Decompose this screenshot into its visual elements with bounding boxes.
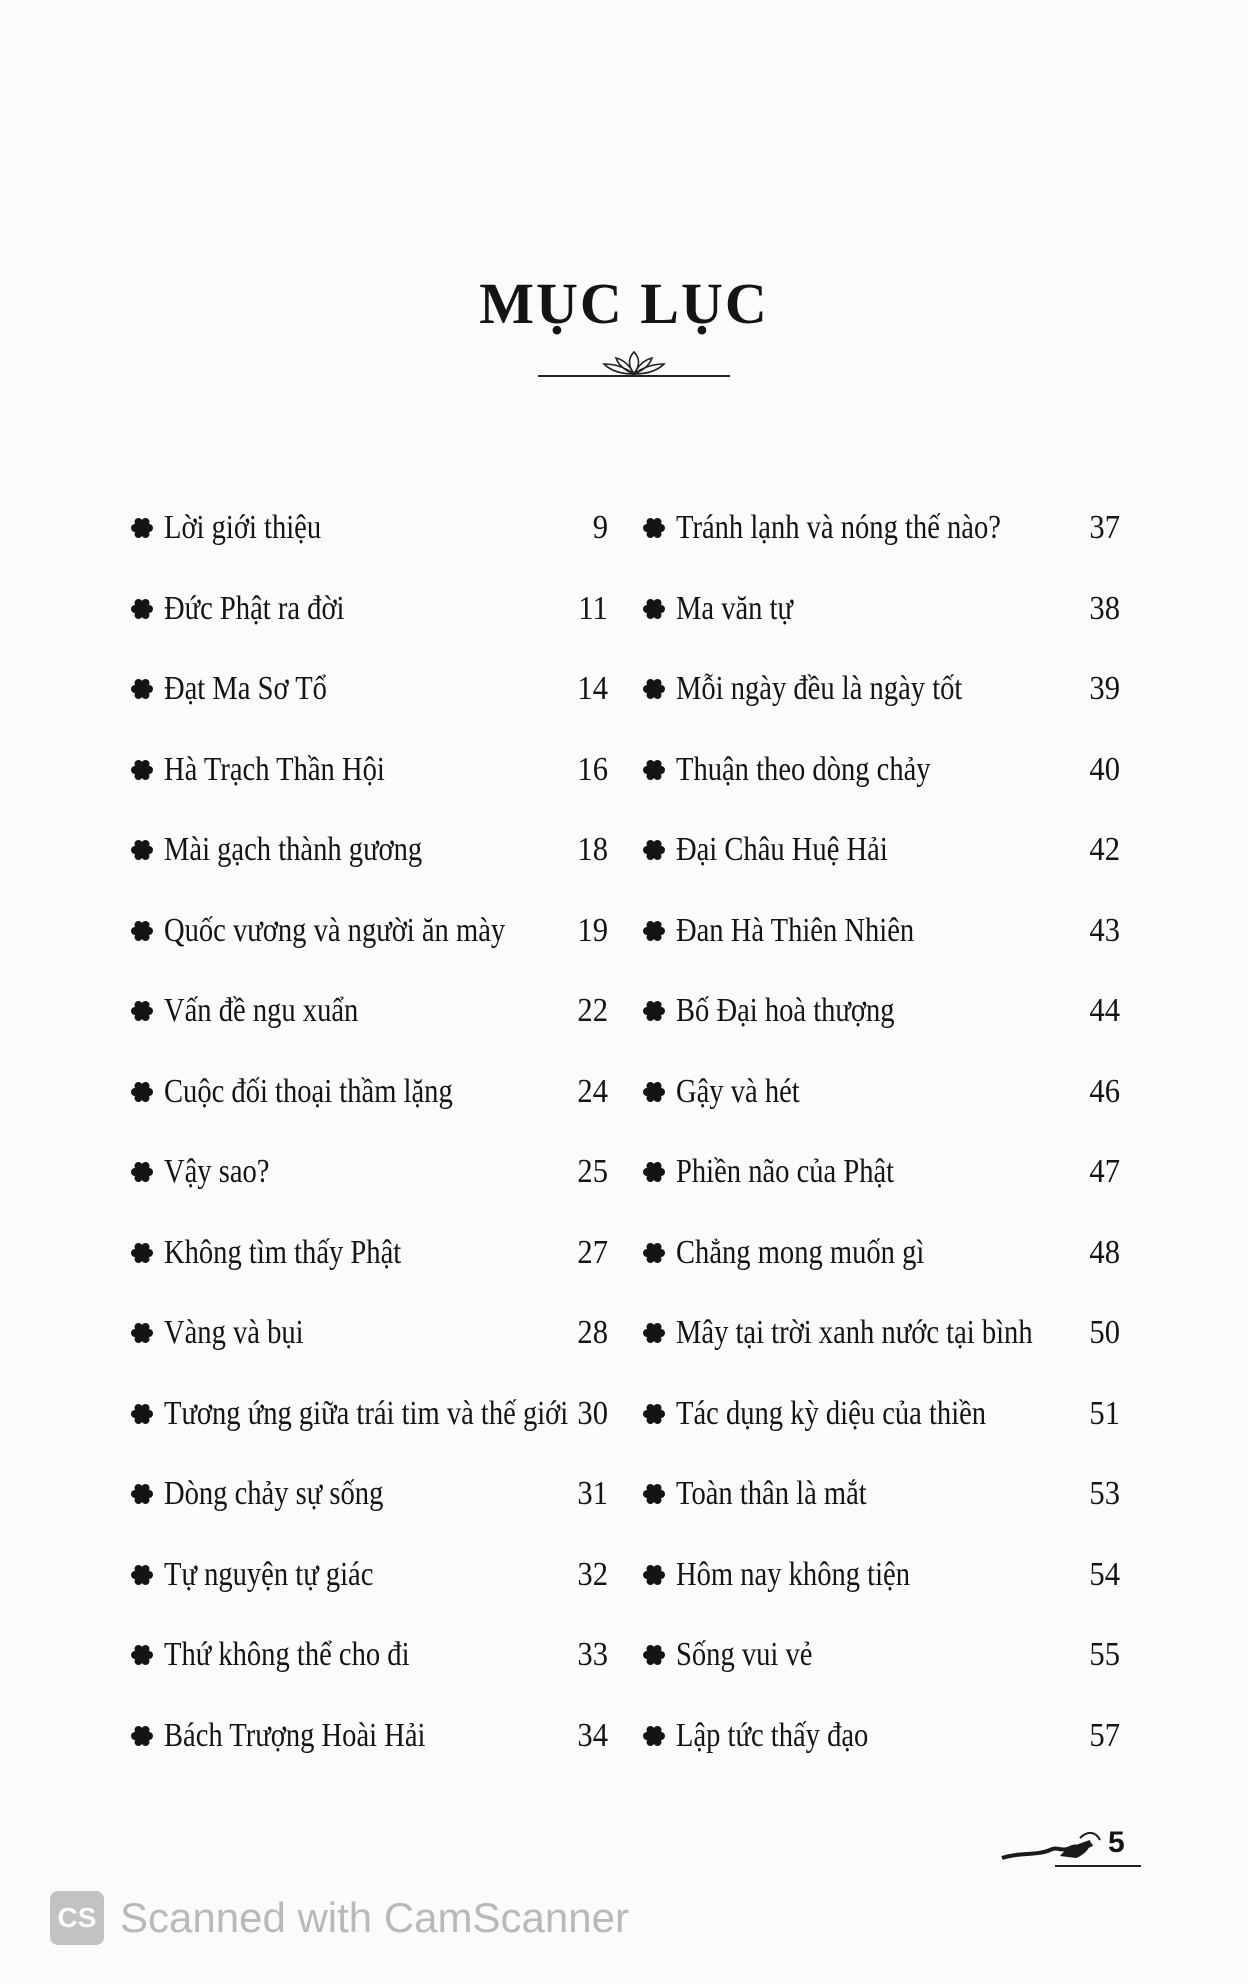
flower-bullet-icon — [128, 1319, 156, 1347]
toc-entry-title: Tránh lạnh và nóng thế nào? — [676, 509, 1001, 547]
toc-entry-page: 40 — [1089, 750, 1120, 788]
toc-entry-page: 16 — [577, 750, 608, 788]
toc-entry-page: 54 — [1089, 1555, 1120, 1593]
toc-entry-title: Mỗi ngày đều là ngày tốt — [676, 670, 963, 708]
toc-entry-title: Tương ứng giữa trái tim và thế giới — [164, 1394, 569, 1432]
toc-entry-title: Chẳng mong muốn gì — [676, 1233, 925, 1271]
toc-entry-title: Vấn đề ngu xuẩn — [164, 992, 359, 1030]
toc-entry — [640, 1535, 1120, 1616]
toc-entry-page: 55 — [1089, 1636, 1120, 1674]
toc-entry-page: 44 — [1089, 992, 1120, 1030]
folio-ornament-icon — [1000, 1826, 1150, 1876]
toc-entry-title: Lời giới thiệu — [164, 509, 322, 547]
toc-entry-title: Vậy sao? — [164, 1153, 270, 1191]
flower-bullet-icon — [128, 1480, 156, 1508]
flower-bullet-icon — [128, 997, 156, 1025]
flower-bullet-icon — [128, 1400, 156, 1428]
flower-bullet-icon — [128, 917, 156, 945]
toc-entry-page: 11 — [578, 589, 608, 627]
toc-entry — [128, 1374, 608, 1455]
toc-entry — [128, 730, 608, 811]
toc-entry — [128, 810, 608, 891]
toc-entry-page: 27 — [577, 1233, 608, 1271]
toc-entry-title: Đại Châu Huệ Hải — [676, 831, 888, 869]
flower-bullet-icon — [640, 1480, 668, 1508]
folio-rule — [1055, 1865, 1141, 1867]
toc-entry-title: Hôm nay không tiện — [676, 1555, 911, 1593]
toc-entry-title: Quốc vương và người ăn mày — [164, 911, 506, 949]
flower-bullet-icon — [128, 836, 156, 864]
toc-entry-page: 43 — [1089, 911, 1120, 949]
camscanner-watermark — [50, 1888, 629, 1948]
flower-bullet-icon — [640, 997, 668, 1025]
toc-entry-page: 24 — [577, 1072, 608, 1110]
toc-entry — [128, 1293, 608, 1374]
toc-entry-title: Đạt Ma Sơ Tổ — [164, 670, 327, 708]
toc-entry — [640, 1052, 1120, 1133]
toc-entry-title: Cuộc đối thoại thầm lặng — [164, 1072, 453, 1110]
flower-bullet-icon — [128, 595, 156, 623]
flower-bullet-icon — [640, 675, 668, 703]
toc-entry-title: Mài gạch thành gương — [164, 831, 423, 869]
toc-entry-title: Không tìm thấy Phật — [164, 1233, 402, 1271]
toc-entry — [640, 1293, 1120, 1374]
toc-entry — [640, 891, 1120, 972]
toc-entry — [128, 488, 608, 569]
toc-entry-page: 30 — [577, 1394, 608, 1432]
toc-entry-title: Lập tức thấy đạo — [676, 1716, 869, 1754]
toc-entry-page: 46 — [1089, 1072, 1120, 1110]
toc-entry-title: Vàng và bụi — [164, 1314, 304, 1352]
toc-entry — [640, 1132, 1120, 1213]
toc-entry-title: Thứ không thể cho đi — [164, 1636, 410, 1674]
toc-entry — [128, 1213, 608, 1294]
toc-entry — [640, 810, 1120, 891]
flower-bullet-icon — [128, 756, 156, 784]
flower-bullet-icon — [640, 1158, 668, 1186]
flower-bullet-icon — [640, 836, 668, 864]
toc-entry-page: 25 — [577, 1153, 608, 1191]
toc-entry-title: Phiền não của Phật — [676, 1153, 895, 1191]
toc-entry-page: 32 — [577, 1555, 608, 1593]
toc-entry-title: Bách Trượng Hoài Hải — [164, 1716, 426, 1754]
flower-bullet-icon — [128, 1641, 156, 1669]
toc-entry-page: 50 — [1089, 1314, 1120, 1352]
toc-entry-page: 34 — [577, 1716, 608, 1754]
flower-bullet-icon — [128, 514, 156, 542]
toc-entry-page: 57 — [1089, 1716, 1120, 1754]
toc-entry-page: 48 — [1089, 1233, 1120, 1271]
toc-entry-title: Mây tại trời xanh nước tại bình — [676, 1314, 1033, 1352]
toc-entry-page: 28 — [577, 1314, 608, 1352]
toc-entry — [128, 891, 608, 972]
toc-column-left — [128, 488, 608, 1776]
toc-entry-title: Tác dụng kỳ diệu của thiền — [676, 1394, 987, 1432]
flower-bullet-icon — [128, 1078, 156, 1106]
toc-entry-title: Dòng chảy sự sống — [164, 1475, 384, 1513]
flower-bullet-icon — [128, 1158, 156, 1186]
toc-entry — [128, 1454, 608, 1535]
toc-entry-title: Đức Phật ra đời — [164, 589, 345, 627]
toc-entry — [640, 649, 1120, 730]
flower-bullet-icon — [640, 595, 668, 623]
toc-entry — [640, 1454, 1120, 1535]
flower-bullet-icon — [640, 1078, 668, 1106]
flower-bullet-icon — [640, 1239, 668, 1267]
toc-entry — [128, 1052, 608, 1133]
toc-entry — [128, 649, 608, 730]
flower-bullet-icon — [128, 1722, 156, 1750]
flower-bullet-icon — [640, 1561, 668, 1589]
flower-bullet-icon — [640, 1722, 668, 1750]
toc-entry-title: Ma văn tự — [676, 589, 794, 627]
toc-entry — [128, 1696, 608, 1777]
toc-entry-title: Toàn thân là mắt — [676, 1475, 867, 1513]
toc-entry — [640, 971, 1120, 1052]
toc-entry-page: 51 — [1089, 1394, 1120, 1432]
toc-entry-title: Bố Đại hoà thượng — [676, 992, 895, 1030]
toc-entry-title: Tự nguyện tự giác — [164, 1555, 374, 1593]
flower-bullet-icon — [640, 756, 668, 784]
toc-entry — [640, 1696, 1120, 1777]
toc-entry — [128, 569, 608, 650]
toc-entry — [640, 730, 1120, 811]
flower-bullet-icon — [640, 514, 668, 542]
page-title: MỤC LỤC — [479, 271, 769, 336]
flower-bullet-icon — [128, 1239, 156, 1267]
flower-bullet-icon — [640, 1641, 668, 1669]
toc-entry-page: 19 — [577, 911, 608, 949]
toc-entry — [640, 1615, 1120, 1696]
toc-entry-page: 37 — [1089, 509, 1120, 547]
toc-entry — [128, 1535, 608, 1616]
toc-entry-page: 39 — [1089, 670, 1120, 708]
toc-entry-title: Hà Trạch Thần Hội — [164, 750, 385, 788]
page-number: 5 — [1108, 1826, 1125, 1859]
toc-entry — [128, 971, 608, 1052]
flower-bullet-icon — [640, 917, 668, 945]
watermark-text: Scanned with CamScanner — [120, 1894, 629, 1941]
toc-entry-page: 33 — [577, 1636, 608, 1674]
toc-entry-title: Gậy và hét — [676, 1072, 800, 1110]
toc-entry — [640, 569, 1120, 650]
toc-entry — [640, 1374, 1120, 1455]
lotus-ornament-icon — [530, 350, 730, 380]
toc-entry-title: Đan Hà Thiên Nhiên — [676, 911, 915, 949]
toc-entry-title: Thuận theo dòng chảy — [676, 750, 931, 788]
flower-bullet-icon — [640, 1400, 668, 1428]
toc-entry-page: 47 — [1089, 1153, 1120, 1191]
flower-bullet-icon — [640, 1319, 668, 1347]
toc-entry — [128, 1615, 608, 1696]
camscanner-logo-icon: CS — [50, 1891, 104, 1945]
flower-bullet-icon — [128, 1561, 156, 1589]
toc-entry-page: 9 — [592, 509, 608, 547]
toc-entry — [640, 488, 1120, 569]
toc-entry-page: 53 — [1089, 1475, 1120, 1513]
toc-column-right — [640, 488, 1120, 1776]
toc-entry-page: 18 — [577, 831, 608, 869]
toc-entry-page: 42 — [1089, 831, 1120, 869]
toc-entry — [640, 1213, 1120, 1294]
toc-entry-page: 31 — [577, 1475, 608, 1513]
toc-entry-page: 38 — [1089, 589, 1120, 627]
toc-entry — [128, 1132, 608, 1213]
toc-entry-page: 22 — [577, 992, 608, 1030]
flower-bullet-icon — [128, 675, 156, 703]
toc-entry-page: 14 — [577, 670, 608, 708]
toc-entry-title: Sống vui vẻ — [676, 1636, 813, 1674]
